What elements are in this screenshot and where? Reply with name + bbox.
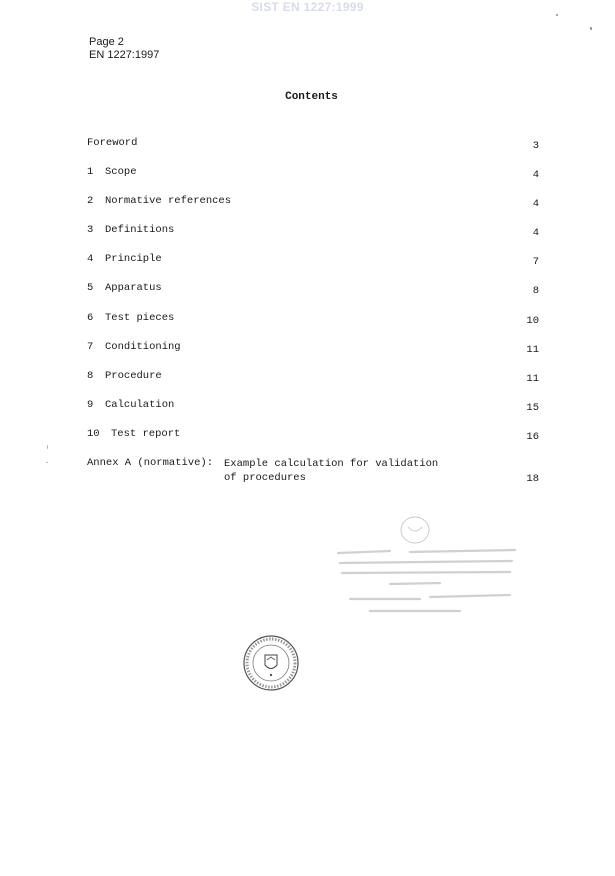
toc-entry-number: 2 bbox=[87, 195, 94, 208]
toc-entry-test-report bbox=[87, 428, 547, 457]
toc-entry-page: 8 bbox=[532, 285, 539, 298]
page-header bbox=[89, 36, 159, 62]
document-watermark: SIST EN 1227:1999 bbox=[251, 0, 364, 14]
toc-entry-scope bbox=[87, 166, 547, 195]
toc-entry-page: 16 bbox=[526, 430, 539, 443]
toc-entry-label: Principle bbox=[105, 253, 162, 266]
toc-entry-page: 15 bbox=[526, 401, 539, 414]
toc-entry-page: 4 bbox=[532, 227, 539, 240]
toc-entry-label: Apparatus bbox=[105, 282, 162, 295]
toc-entry-test-pieces bbox=[87, 312, 547, 341]
toc-entry-page: 18 bbox=[526, 473, 539, 486]
toc-entry-number: 7 bbox=[87, 340, 94, 353]
page-number: Page 2 bbox=[89, 36, 124, 48]
toc-entry-label: Definitions bbox=[105, 224, 175, 237]
toc-entry-number: 4 bbox=[87, 253, 94, 266]
toc-entry-annex-a bbox=[87, 457, 547, 497]
toc-entry-label: Test pieces bbox=[105, 311, 175, 324]
toc-entry-number: 6 bbox=[87, 311, 94, 324]
toc-entry-page: 11 bbox=[526, 372, 539, 385]
toc-entry-definitions bbox=[87, 224, 547, 253]
toc-entry-label: Scope bbox=[105, 166, 137, 179]
toc-entry-page: 3 bbox=[532, 140, 539, 152]
toc-entry-page: 4 bbox=[532, 198, 539, 211]
toc-entry-page: 4 bbox=[532, 169, 539, 182]
toc-entry-foreword bbox=[87, 137, 547, 166]
toc-entry-normative-references bbox=[87, 195, 547, 224]
toc-entry-page: 11 bbox=[526, 343, 539, 356]
scan-speck bbox=[556, 14, 558, 16]
table-of-contents bbox=[87, 137, 547, 497]
standard-code: EN 1227:1997 bbox=[89, 49, 160, 61]
official-seal bbox=[240, 633, 302, 693]
toc-entry-page: 7 bbox=[532, 256, 539, 269]
toc-entry-label: Calculation bbox=[105, 398, 175, 411]
scan-speck bbox=[590, 27, 592, 30]
toc-entry-label: Procedure bbox=[105, 369, 162, 382]
toc-entry-page: 10 bbox=[526, 314, 539, 327]
toc-entry-procedure bbox=[87, 370, 547, 399]
toc-entry-label: Foreword bbox=[87, 137, 138, 149]
faint-stamp-mark bbox=[330, 515, 520, 625]
page-title: Contents bbox=[285, 91, 338, 103]
toc-entry-label: Normative references bbox=[105, 195, 232, 208]
annex-label: Annex A (normative): bbox=[87, 457, 214, 470]
toc-entry-conditioning bbox=[87, 341, 547, 370]
scan-speck bbox=[46, 462, 48, 463]
toc-entry-number: 1 bbox=[87, 166, 94, 179]
annex-title: Example calculation for validation of procedures bbox=[224, 458, 439, 485]
toc-entry-number: 3 bbox=[87, 224, 94, 237]
toc-entry-apparatus bbox=[87, 282, 547, 311]
toc-entry-number: 8 bbox=[87, 369, 94, 382]
toc-entry-label: Conditioning bbox=[105, 340, 181, 353]
toc-entry-number: 10 bbox=[87, 427, 100, 440]
toc-entry-label: Test report bbox=[111, 427, 181, 440]
scan-speck bbox=[47, 445, 48, 449]
toc-entry-calculation bbox=[87, 399, 547, 428]
toc-entry-principle bbox=[87, 253, 547, 282]
toc-entry-number: 9 bbox=[87, 398, 94, 411]
toc-entry-number: 5 bbox=[87, 282, 94, 295]
